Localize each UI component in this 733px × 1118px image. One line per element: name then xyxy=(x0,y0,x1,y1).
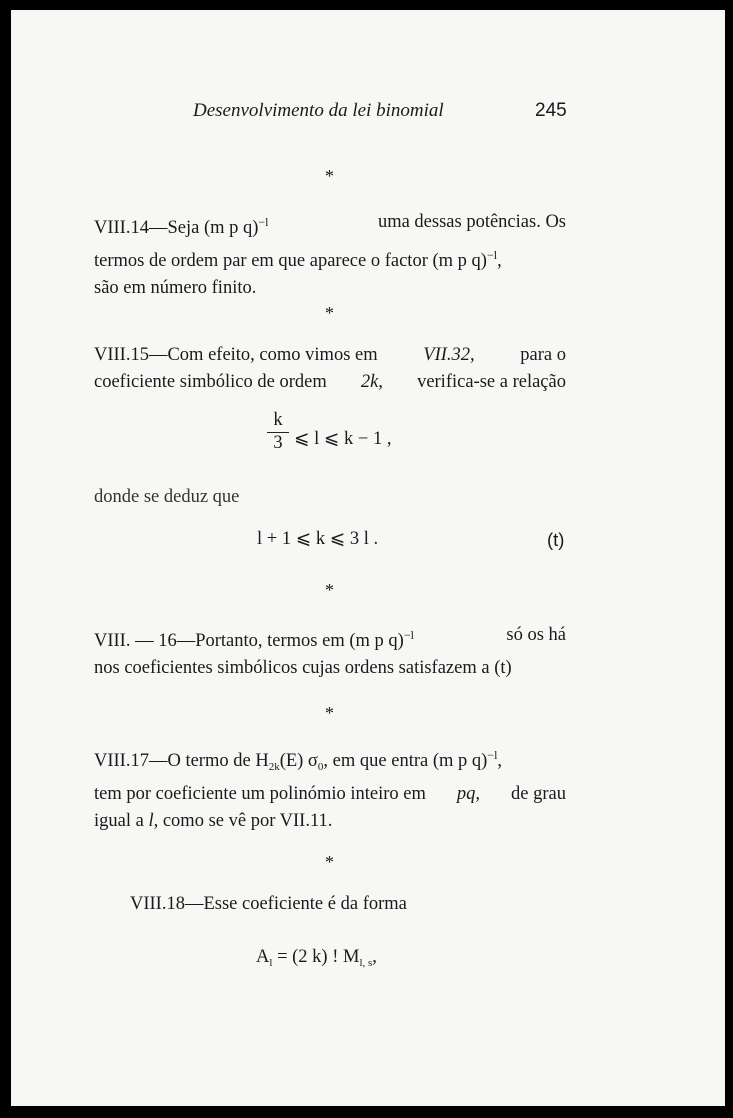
paragraph-viii-16: VIII. — 16—Portanto, termos em (m p q)−l só os há nos coeficientes simbólicos cujas ordens satisfazem a (t) xyxy=(94,625,566,678)
page-number: 245 xyxy=(535,100,567,121)
equation-inequality-1: ⩽ l ⩽ k − 1 , xyxy=(294,429,392,449)
page xyxy=(11,10,725,1106)
section-separator: * xyxy=(325,303,334,323)
section-separator: * xyxy=(325,852,334,872)
paragraph-viii-15: VIII.15—Com efeito, como vimos em VII.32, para o coeficiente simbólico de ordem 2k, verifica-se a relação xyxy=(94,345,566,392)
paragraph-viii-18: VIII.18—Esse coeficiente é da forma xyxy=(130,894,407,914)
text-donde: donde se deduz que xyxy=(94,487,240,507)
fraction-numerator: k xyxy=(273,410,283,430)
equation-label-t: (t) xyxy=(547,529,565,550)
paragraph-viii-14: VIII.14—Seja (m p q)−l uma dessas potências. Os termos de ordem par em que aparece o factor (m p q)−l, são em número finito. xyxy=(94,212,566,298)
fraction-k-over-3 xyxy=(267,410,289,454)
section-separator: * xyxy=(325,580,334,600)
paragraph-viii-17: VIII.17—O termo de H2k(E) σ0, em que entra (m p q)−l, tem por coeficiente um polinómio inteiro em pq, de grau igual a l, como se vê por VII.11. xyxy=(94,748,566,831)
section-separator: * xyxy=(325,166,334,186)
section-separator: * xyxy=(325,703,334,723)
fraction-denominator: 3 xyxy=(273,433,283,453)
equation-inequality-t: l + 1 ⩽ k ⩽ 3 l . xyxy=(257,529,379,549)
equation-coefficient: $A_l = (2$ k) ! $M_{l, s}$, xyxy=(256,947,377,969)
running-header-title: Desenvolvimento da lei binomial xyxy=(193,100,444,121)
